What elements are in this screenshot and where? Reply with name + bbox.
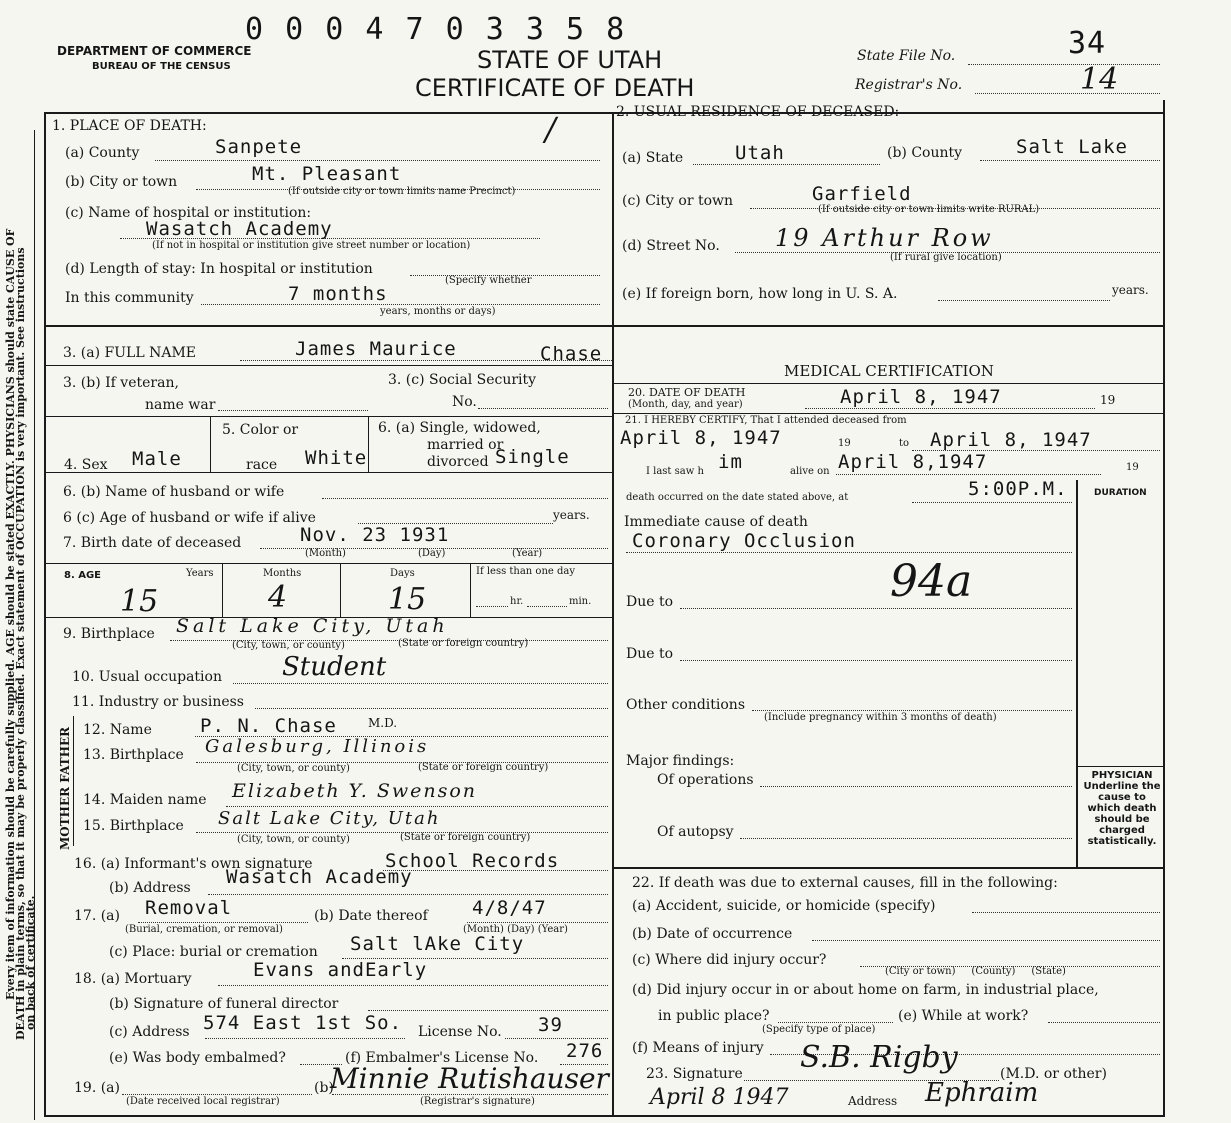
marital-label-2: married or — [427, 437, 504, 453]
external-rule — [614, 867, 1165, 869]
public-label: in public place? — [658, 1008, 770, 1024]
burial-place: Salt lAke City — [350, 933, 525, 955]
means-label: (f) Means of injury — [632, 1040, 764, 1056]
burial-place-label: (c) Place: burial or cremation — [109, 944, 318, 960]
birth-year-note: (Year) — [512, 548, 543, 559]
pod-check-mark: / — [545, 110, 556, 148]
mother-name-line — [226, 806, 608, 807]
row-divider-age — [44, 563, 614, 564]
registrar-date-line — [122, 1094, 312, 1095]
state-file-label: State File No. — [857, 48, 956, 64]
disposition-label: 17. (a) — [74, 908, 120, 924]
industry-line — [255, 708, 608, 709]
bureau-line: BUREAU OF THE CENSUS — [92, 61, 231, 72]
full-name: James Maurice — [295, 338, 457, 360]
informant-address-label: (b) Address — [109, 880, 191, 896]
duration-label: DURATION — [1094, 488, 1147, 498]
pod-county: Sanpete — [215, 136, 303, 158]
sex-divider-a — [210, 416, 211, 472]
ss-line — [478, 408, 608, 409]
informant-value: School Records — [385, 850, 560, 872]
state-file-line — [968, 64, 1160, 65]
age-divider-a — [222, 563, 223, 617]
res-county-line — [980, 160, 1160, 161]
disposition-line — [138, 922, 308, 923]
occurred-label: death occurred on the date stated above, at — [626, 492, 849, 503]
registrar-number: 14 — [1080, 62, 1119, 97]
accident-label: (a) Accident, suicide, or homicide (specify) — [632, 898, 936, 914]
res-county-label: (b) County — [887, 145, 963, 161]
license-value: 39 — [538, 1014, 563, 1036]
certify-19a: 19 — [838, 438, 851, 449]
work-label: (e) While at work? — [898, 1008, 1029, 1024]
external-label: 22. If death was due to external causes, fill in the following: — [632, 875, 1058, 891]
alive-19: 19 — [1126, 462, 1139, 473]
operations-label: Of operations — [657, 772, 754, 788]
mother-birthplace-label: 15. Birthplace — [83, 818, 184, 834]
ss-no-label: No. — [452, 394, 477, 410]
mortuary: Evans andEarly — [253, 959, 428, 981]
birthplace-note-city: (City, town, or county) — [232, 640, 345, 651]
immediate-cause-label: Immediate cause of death — [624, 514, 808, 530]
where-note: (City or town) (County) (State) — [885, 966, 1066, 977]
age-hr-line — [476, 606, 508, 607]
operations-line — [760, 786, 1072, 787]
disposition-mdy-note: (Month) (Day) (Year) — [463, 924, 568, 935]
marital-label-1: 6. (a) Single, widowed, — [378, 420, 541, 436]
mother-name-label: 14. Maiden name — [83, 792, 207, 808]
pod-hospital-label: (c) Name of hospital or institution: — [65, 205, 312, 221]
registrar-line — [975, 93, 1160, 94]
physician-address: Ephraim — [925, 1078, 1039, 1108]
birth-day-note: (Day) — [418, 548, 446, 559]
accident-line — [972, 912, 1160, 913]
medical-date-line — [805, 408, 1095, 409]
occurrence-label: (b) Date of occurrence — [632, 926, 793, 942]
age-days-header: Days — [390, 568, 415, 579]
birth-month-note: (Month) — [305, 548, 346, 559]
age-min-line — [527, 606, 567, 607]
embalmed-label: (e) Was body embalmed? — [109, 1050, 286, 1066]
pod-specify-note: (Specify whether — [445, 275, 532, 286]
mother-bp-note-state: (State or foreign country) — [400, 832, 531, 843]
ss-label: 3. (c) Social Security — [388, 372, 537, 388]
pod-stay-label: (d) Length of stay: In hospital or institution — [65, 261, 373, 277]
embalmer-license: 276 — [566, 1040, 604, 1062]
director-line — [368, 1010, 608, 1011]
res-street: 19 Arthur Row — [775, 224, 994, 252]
place-of-death-heading: 1. PLACE OF DEATH: — [52, 118, 207, 134]
physician-note: PHYSICIAN Underline the cause to which death should be charged statistically. — [1083, 770, 1161, 847]
sex-label: 4. Sex — [64, 457, 108, 473]
mortuary-address: 574 East 1st So. — [203, 1012, 403, 1034]
outer-border-left — [44, 112, 46, 1117]
age-months-header: Months — [263, 568, 302, 579]
pod-county-line — [155, 160, 600, 161]
medical-date-label: 20. DATE OF DEATH — [628, 386, 746, 399]
mortuary-label: 18. (a) Mortuary — [74, 971, 192, 987]
immediate-cause-line — [626, 552, 1072, 553]
column-divider — [612, 112, 614, 1117]
row-divider-name — [44, 365, 614, 366]
occupation-line — [233, 683, 608, 684]
outer-border-top — [44, 112, 1165, 114]
embalmer-label: (f) Embalmer's License No. — [345, 1050, 539, 1066]
parents-side-label: MOTHER FATHER — [58, 726, 72, 850]
veteran-label: 3. (b) If veteran, — [63, 375, 179, 391]
where-label: (c) Where did injury occur? — [632, 952, 827, 968]
age-less-day-header: If less than one day — [476, 566, 575, 577]
public-line — [778, 1022, 893, 1023]
alive-line — [836, 474, 1101, 475]
disposition-date-line — [467, 922, 608, 923]
pod-ymd-note: years, months or days) — [380, 306, 496, 317]
license-line — [505, 1038, 608, 1039]
registrar-sig-note: (Registrar's signature) — [420, 1096, 535, 1107]
work-line — [1048, 1022, 1160, 1023]
mother-birthplace: Salt Lake City, Utah — [218, 808, 441, 829]
margin-instruction-3: on back of certificate. — [24, 895, 37, 1030]
res-street-label: (d) Street No. — [622, 238, 720, 254]
occurrence-line — [812, 940, 1160, 941]
alive-label: alive on — [790, 466, 830, 477]
mother-name: Elizabeth Y. Swenson — [232, 780, 478, 802]
birth-date-label: 7. Birth date of deceased — [63, 535, 242, 551]
sex-value: Male — [132, 448, 182, 470]
industry-label: 11. Industry or business — [72, 694, 244, 710]
res-city-note: (If outside city or town limits write RURAL) — [818, 204, 1040, 215]
father-birthplace: Galesburg, Illinois — [205, 736, 430, 757]
last-saw-him: im — [718, 451, 743, 473]
informant-address: Wasatch Academy — [226, 866, 413, 888]
father-bp-note-state: (State or foreign country) — [418, 762, 549, 773]
race-label: race — [246, 457, 278, 473]
license-label: License No. — [418, 1024, 502, 1040]
home-label: (d) Did injury occur in or about home on farm, in industrial place, — [632, 982, 1099, 998]
pod-hospital: Wasatch Academy — [146, 218, 333, 240]
director-label: (b) Signature of funeral director — [109, 996, 339, 1012]
medical-nineteen: 19 — [1100, 393, 1116, 407]
birthplace-note-state: (State or foreign country) — [398, 638, 529, 649]
immediate-cause: Coronary Occlusion — [632, 530, 856, 552]
state-title: STATE OF UTAH — [477, 46, 663, 74]
spouse-years: years. — [553, 508, 590, 522]
medical-heading: MEDICAL CERTIFICATION — [784, 362, 994, 380]
medical-date: April 8, 1947 — [840, 386, 1002, 408]
marital-value: Single — [495, 446, 570, 468]
res-state-line — [693, 164, 880, 165]
autopsy-label: Of autopsy — [657, 824, 734, 840]
margin-instruction-1: Every item of information should be carefully supplied. AGE should be stated EXACTLY. PHYSICIANS should state CAUSE OF — [4, 228, 17, 1000]
disposition-type-note: (Burial, cremation, or removal) — [125, 924, 283, 935]
pod-community-label: In this community — [65, 290, 194, 306]
res-city-label: (c) City or town — [622, 193, 734, 209]
specify-place-note: (Specify type of place) — [762, 1024, 876, 1035]
outer-border-right — [1163, 100, 1165, 1117]
mortuary-address-label: (c) Address — [109, 1024, 190, 1040]
age-days-value: 15 — [388, 582, 427, 617]
certify-from: April 8, 1947 — [620, 427, 782, 449]
age-min-label: min. — [569, 596, 592, 607]
last-saw-label: I last saw h — [646, 466, 704, 477]
father-bp-note-city: (City, town, or county) — [237, 763, 350, 774]
pod-city-note: (If outside city or town limits name Precinct) — [288, 186, 516, 197]
other-conditions-note: (Include pregnancy within 3 months of death) — [764, 712, 997, 723]
outer-border-bottom — [44, 1115, 1165, 1117]
medical-date-note: (Month, day, and year) — [628, 399, 743, 410]
sex-divider-b — [368, 416, 369, 472]
father-birthplace-label: 13. Birthplace — [83, 747, 184, 763]
due-to-label-2: Due to — [626, 646, 674, 662]
occupation-label: 10. Usual occupation — [72, 669, 222, 685]
signature-label: 23. Signature — [646, 1066, 743, 1082]
spouse-age-label: 6 (c) Age of husband or wife if alive — [63, 510, 316, 526]
disposition-value: Removal — [145, 897, 233, 919]
informant-label: 16. (a) Informant's own signature — [74, 856, 313, 872]
res-years-label: years. — [1112, 283, 1149, 297]
occupation: Student — [282, 652, 387, 682]
war-line — [218, 410, 368, 411]
age-label: 8. AGE — [64, 570, 102, 581]
pod-city-label: (b) City or town — [65, 174, 178, 190]
birth-date: Nov. 23 1931 — [300, 524, 450, 546]
serial-number: 0 0 0 4 7 0 3 3 5 8 — [245, 12, 627, 47]
res-state: Utah — [735, 142, 785, 164]
residence-heading: 2. USUAL RESIDENCE OF DECEASED: — [616, 104, 900, 120]
medical-heading-rule — [614, 383, 1165, 384]
signature-date: April 8 1947 — [650, 1085, 789, 1110]
birthplace-label: 9. Birthplace — [63, 626, 155, 642]
physician-box-top — [1076, 766, 1165, 767]
row-divider-sex — [44, 472, 614, 473]
res-county: Salt Lake — [1016, 136, 1128, 158]
department-line: DEPARTMENT OF COMMERCE — [57, 44, 252, 58]
row-divider-veteran — [44, 416, 614, 417]
age-divider-c — [470, 563, 471, 617]
alive-on: April 8,1947 — [838, 451, 988, 473]
other-conditions-line — [752, 710, 1072, 711]
row-divider-1 — [44, 325, 1165, 327]
findings-label: Major findings: — [626, 753, 735, 769]
war-label: name war — [145, 397, 216, 413]
res-street-note: (If rural give location) — [890, 252, 1002, 263]
father-name: P. N. Chase — [200, 715, 337, 737]
res-foreign-line — [938, 300, 1110, 301]
spouse-name-label: 6. (b) Name of husband or wife — [63, 484, 285, 500]
age-months-value: 4 — [268, 580, 288, 615]
parent-bracket — [73, 716, 74, 846]
pod-community-value: 7 months — [288, 283, 388, 305]
death-time: 5:00P.M. — [968, 478, 1068, 500]
mortuary-line — [218, 985, 608, 986]
certify-to-label: to — [899, 438, 910, 449]
registrar-signature: Minnie Rutishauser — [330, 1062, 609, 1095]
registrar-label-b: (b) — [314, 1080, 334, 1096]
age-years-header: Years — [186, 568, 214, 579]
race-value: White — [305, 447, 368, 469]
res-city: Garfield — [812, 183, 912, 205]
certificate-title: CERTIFICATE OF DEATH — [415, 74, 695, 102]
medical-date-rule — [614, 413, 1165, 414]
due-to-label-1: Due to — [626, 594, 674, 610]
father-md: M.D. — [368, 716, 398, 730]
certify-label: 21. I HEREBY CERTIFY, That I attended deceased from — [625, 415, 907, 426]
pod-county-label: (a) County — [65, 145, 140, 161]
father-name-label: 12. Name — [83, 722, 152, 738]
pod-hospital-note: (If not in hospital or institution give street number or location) — [152, 240, 471, 251]
autopsy-line — [740, 838, 1072, 839]
registrar-date-note: (Date received local registrar) — [126, 1096, 280, 1107]
other-conditions-label: Other conditions — [626, 697, 746, 713]
marital-label-3: divorced — [427, 454, 489, 470]
md-label: (M.D. or other) — [1000, 1066, 1107, 1082]
physician-signature: S.B. Rigby — [800, 1040, 958, 1075]
due-to-line-2 — [680, 660, 1072, 661]
color-label: 5. Color or — [222, 422, 299, 438]
mortuary-address-line — [205, 1038, 405, 1039]
due-to-line-1 — [680, 608, 1072, 609]
full-name-label: 3. (a) FULL NAME — [63, 345, 196, 361]
duration-divider — [1076, 480, 1078, 867]
mother-bp-note-city: (City, town, or county) — [237, 834, 350, 845]
occurred-line — [912, 502, 1072, 503]
margin-instruction-2: DEATH in plain terms, so that it may be properly classified. Exact statement of OCCUPATION is very important. See instructions — [14, 247, 27, 1040]
pod-community-line — [201, 304, 600, 305]
res-state-label: (a) State — [622, 150, 684, 166]
disposition-date: 4/8/47 — [472, 897, 547, 919]
age-hr-label: hr. — [510, 596, 524, 607]
registrar-label-a: 19. (a) — [74, 1080, 120, 1096]
age-divider-b — [340, 563, 341, 617]
disposition-date-label: (b) Date thereof — [314, 908, 428, 924]
spouse-name-line — [322, 498, 608, 499]
res-foreign-label: (e) If foreign born, how long in U. S. A. — [622, 286, 898, 302]
address-label: Address — [848, 1094, 898, 1108]
cause-code: 94a — [890, 556, 973, 607]
birthplace: Salt Lake City, Utah — [176, 615, 449, 637]
informant-address-line — [208, 894, 608, 895]
certify-to: April 8, 1947 — [930, 429, 1092, 451]
full-name-last: Chase — [540, 343, 603, 365]
registrar-label: Registrar's No. — [855, 77, 963, 93]
state-file-number: 34 — [1068, 26, 1107, 61]
age-years-value: 15 — [120, 584, 159, 619]
pod-city: Mt. Pleasant — [252, 163, 402, 185]
